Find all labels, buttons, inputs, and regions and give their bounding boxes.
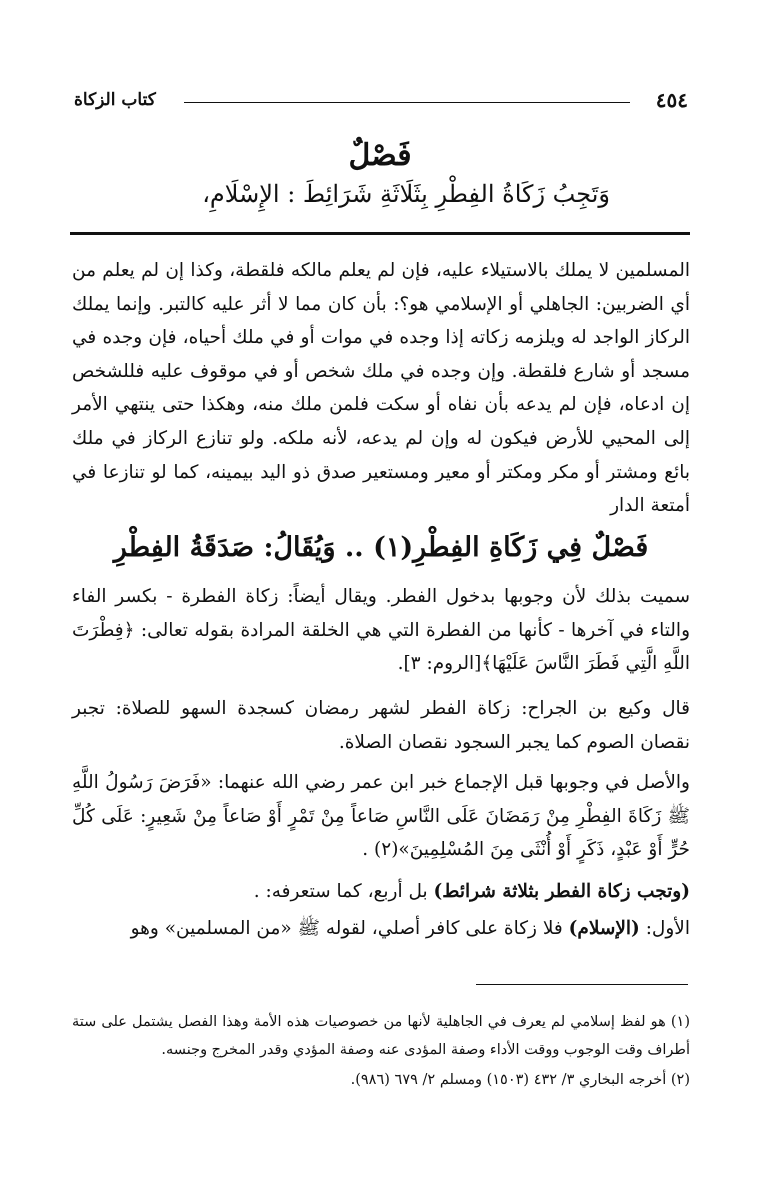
- section-heading-zakat-fitr: فَصْلٌ فِي زَكَاةِ الفِطْرِ(١) .. وَيُقَالُ: صَدَقَةُ الفِطْرِ: [113, 532, 649, 563]
- paragraph-hadith: والأصل في وجوبها قبل الإجماع خبر ابن عمر رضي الله عنهما: «فَرَضَ رَسُولُ اللَّهِ ﷺ زَكَاةَ الفِطْرِ مِنْ رَمَضَانَ عَلَى النَّاسِ صَاعاً مِنْ تَمْرٍ أَوْ صَاعاً مِنْ شَعِيرٍ: عَلَى كُلِّ حُرٍّ أَوْ عَبْدٍ، ذَكَرٍ أَوْ أُنْثَى مِنَ المُسْلِمِينَ»(٢) .: [72, 772, 690, 861]
- matn-quote-conditions: (وتجب زكاة الفطر بثلاثة شرائط): [433, 881, 690, 902]
- first-label: الأول:: [639, 918, 690, 939]
- footnote-1: (١) هو لفظ إسلامي لم يعرف في الجاهلية لأنها من خصوصيات هذه الأمة وهذا الفصل يشتمل على ستة أطراف وقت الوجوب ووقت الأداء وصفة المؤدى عنه وصفة المؤدي وقدر المخرج وجنسه.: [72, 1014, 690, 1058]
- matn-quote-islam: (الإسلام): [568, 918, 640, 939]
- book-title: كتاب الزكاة: [74, 90, 156, 110]
- paragraph-naming: سميت بذلك لأن وجوبها بدخول الفطر. ويقال أيضاً: زكاة الفطرة - بكسر الفاء والتاء في آخرها - كأنها من الفطرة التي هي الخلقة المرادة بقوله تعالى: ﴿فِطْرَتَ اللَّهِ الَّتِي فَطَرَ النَّاسَ عَلَيْهَا﴾[الروم: ٣].: [72, 586, 690, 675]
- conditions-comment: بل أربع، كما ستعرفه: .: [253, 881, 434, 902]
- header-rule: [184, 102, 630, 103]
- paragraph-first-condition: [72, 912, 690, 946]
- paragraph-conditions: [72, 875, 690, 909]
- first-condition-comment: فلا زكاة على كافر أصلي، لقوله ﷺ «من المسلمين» وهو: [130, 918, 569, 939]
- section-heading: فَصْلٌ: [348, 138, 412, 173]
- page-number: ٤٥٤: [655, 88, 688, 112]
- footnote-2: (٢) أخرجه البخاري ٣/ ٤٣٢ (١٥٠٣) ومسلم ٢/ ٦٧٩ (٩٨٦).: [350, 1072, 690, 1088]
- matn-text: وَتَجِبُ زَكَاةُ الفِطْرِ بِثَلَاثَةِ شَرَائِطَ : الإِسْلَامِ،: [202, 180, 610, 208]
- running-header: [74, 88, 688, 114]
- paragraph-waki: قال وكيع بن الجراح: زكاة الفطر لشهر رمضان كسجدة السهو للصلاة: تجبر نقصان الصوم كما يجبر السجود نقصان الصلاة.: [72, 698, 690, 753]
- paragraph-rikaz: المسلمين لا يملك بالاستيلاء عليه، فإن لم يعلم مالكه فلقطة، وكذا إن لم يعلم من أي الضربين: الجاهلي أو الإسلامي هو؟: بأن كان مما لا أثر عليه كالتبر. وإنما يملك الركاز الواجد له ويلزمه زكاته إذا وجده في موات أو في ملك أحياه، فإن وجده في مسجد أو شارع فلقطة. وإن وجده في ملك شخص أو في موقوف عليه فللشخص إن ادعاه، فإن لم يدعه بأن نفاه أو سكت فلمن ملك منه، وهكذا حتى ينتهي الأمر إلى المحيي للأرض فيكون له وإن لم يدعه، لأنه ملكه. ولو تنازع الركاز في ملك بائع ومشتر أو مكر ومكتر أو معير ومستعير صدق ذو اليد بيمينه، كما لو تنازعا في أمتعة الدار: [72, 260, 690, 517]
- footnote-divider: [476, 984, 688, 985]
- matn-divider: [70, 232, 690, 235]
